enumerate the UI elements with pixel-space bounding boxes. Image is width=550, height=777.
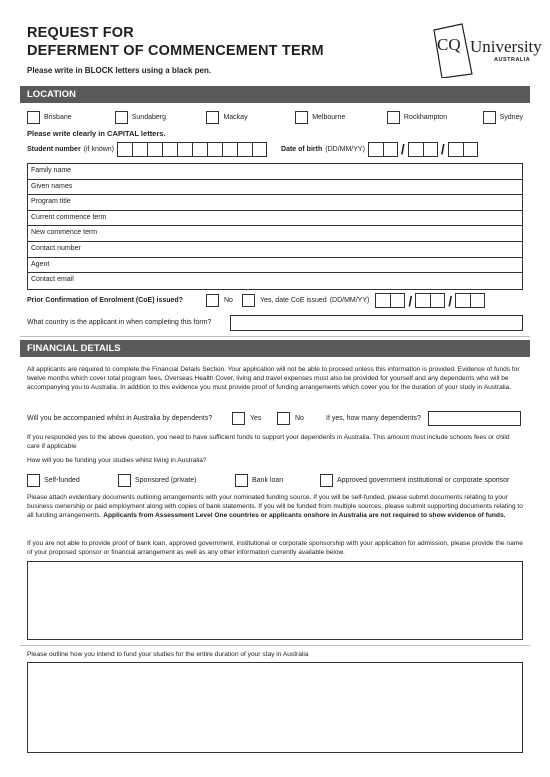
- campus-row: [27, 109, 523, 125]
- campus-rockhampton-checkbox[interactable]: [387, 111, 400, 124]
- coe-date-hint: (DD/MM/YY): [329, 297, 370, 304]
- dob-label: Date of birth: [281, 145, 323, 153]
- current-commence-term-field[interactable]: Current commence term: [28, 211, 522, 227]
- campus-mackay-label: Mackay: [223, 113, 248, 121]
- funding-options-row: [27, 472, 523, 488]
- contact-email-field[interactable]: Contact email: [31, 276, 74, 284]
- coe-no-label: No: [224, 297, 233, 304]
- campus-sundaberg-checkbox[interactable]: [115, 111, 128, 124]
- personal-details-fields: [27, 163, 523, 290]
- section-divider: [20, 336, 530, 337]
- campus-sydney-checkbox[interactable]: [483, 111, 496, 124]
- sponsor-note: If you are not able to provide proof of bank loan, approved government, institutional or corporate sponsorship with your application for admission, please provide the name of your proposed sponsor or financial arrangement as well as any other information currently available below.: [27, 540, 523, 556]
- funding-question: How will you be funding your studies whilst living in Australia?: [27, 457, 207, 464]
- campus-mackay-checkbox[interactable]: [206, 111, 219, 124]
- dependents-note: If you responded yes to the above question, you need to have sufficient funds to support your dependents in Australia. This amount must include schools fees or child care if applicable: [27, 434, 510, 450]
- slash-separator: /: [408, 292, 413, 309]
- slash-separator: /: [440, 141, 445, 157]
- dob-month-input[interactable]: [408, 142, 438, 157]
- country-input[interactable]: [230, 315, 523, 331]
- coe-yes-label: Yes, date CoE issued: [260, 297, 327, 304]
- outline-question: Please outline how you intend to fund your studies for the entire duration of your stay in Australia: [27, 651, 309, 658]
- family-name-field[interactable]: Family name: [28, 164, 522, 180]
- coe-year-input[interactable]: [455, 293, 485, 308]
- evidence-note: [27, 493, 523, 520]
- id-row: [27, 140, 523, 158]
- dob-hint: (DD/MM/YY): [325, 145, 365, 153]
- dependents-yes-checkbox[interactable]: [232, 412, 245, 425]
- evidence-text: Please attach evidentiary documents outlining arrangements with your nominated funding source. If you will be self-funded, please submit documents relating to your business ownership or paid employment along with copies of bank statements. If you will be funded from multiple sources, please submit supporting documents relating to all funding arrangements.: [27, 494, 523, 519]
- slash-separator: /: [400, 141, 405, 157]
- campus-brisbane-checkbox[interactable]: [27, 111, 40, 124]
- dependents-question: Will you be accompanied whilst in Australia by dependents?: [27, 414, 213, 422]
- coe-yes-checkbox[interactable]: [242, 294, 255, 307]
- slash-separator: /: [448, 292, 453, 309]
- dependents-count-input[interactable]: [428, 411, 521, 426]
- title-line-2: DEFERMENT OF COMMENCEMENT TERM: [27, 43, 324, 59]
- section-divider: [20, 645, 530, 646]
- coe-label: Prior Confirmation of Enrolment (CoE) issued?: [27, 297, 183, 304]
- self-funded-label: Self-funded: [44, 476, 80, 484]
- how-many-label: If yes, how many dependents?: [326, 414, 421, 422]
- campus-sydney-label: Sydney: [499, 113, 523, 121]
- logo-sub: AUSTRALIA: [494, 57, 531, 63]
- sponsor-details-textarea[interactable]: [27, 561, 523, 640]
- bank-loan-label: Bank loan: [252, 476, 284, 484]
- sponsored-private-checkbox[interactable]: [118, 474, 131, 487]
- new-commence-term-field[interactable]: New commence term: [28, 226, 522, 242]
- location-heading: LOCATION: [20, 86, 530, 103]
- campus-sundaberg-label: Sundaberg: [131, 113, 166, 121]
- campus-rockhampton-label: Rockhampton: [403, 113, 448, 121]
- campus-brisbane-label: Brisbane: [44, 113, 72, 121]
- government-sponsor-label: Approved government institutional or corporate sponsor: [337, 476, 510, 484]
- campus-melbourne-checkbox[interactable]: [295, 111, 308, 124]
- agent-field[interactable]: Agent: [28, 258, 522, 274]
- student-number-hint: (if known): [83, 145, 115, 153]
- dependents-no-label: No: [295, 414, 304, 422]
- contact-number-field[interactable]: Contact number: [28, 242, 522, 258]
- student-number-label: Student number: [27, 145, 81, 153]
- coe-month-input[interactable]: [415, 293, 445, 308]
- given-names-field[interactable]: Given names: [28, 180, 522, 196]
- title-line-1: REQUEST FOR: [27, 25, 134, 41]
- country-label: What country is the applicant in when completing this form?: [27, 319, 212, 326]
- logo-cq-text: CQ: [437, 35, 461, 54]
- coe-row: [27, 292, 523, 309]
- form-title: [27, 24, 324, 60]
- evidence-bold-text: Applicants from Assessment Level One countries or applicants onshore in Australia are not required to show evidence of funds.: [103, 512, 506, 519]
- dependents-yes-label: Yes: [250, 414, 262, 422]
- financial-intro: All applicants are required to complete the Financial Details Section. Your application will not be able to proceed unless this information is provided. Evidence of funds for twelve months which cover total program fees, Overseas Health Cover, living and travel expenses must also be provided for yourself and any dependents who will be accompanying you to Australia. In addition to this evidence you must provide proof of funding arrangements which cover you for the duration of your study in Australia.: [27, 366, 520, 391]
- bank-loan-checkbox[interactable]: [235, 474, 248, 487]
- dependents-no-checkbox[interactable]: [277, 412, 290, 425]
- logo-word: University: [470, 37, 542, 56]
- student-number-input[interactable]: [117, 142, 267, 157]
- coe-day-input[interactable]: [375, 293, 405, 308]
- self-funded-checkbox[interactable]: [27, 474, 40, 487]
- campus-melbourne-label: Melbourne: [312, 113, 346, 121]
- country-row: [27, 314, 523, 331]
- funding-outline-textarea[interactable]: [27, 662, 523, 753]
- sponsored-private-label: Sponsored (private): [135, 476, 197, 484]
- capital-note: Please write clearly in CAPITAL letters.: [27, 128, 166, 138]
- dob-year-input[interactable]: [448, 142, 478, 157]
- dependents-row: [27, 410, 523, 426]
- financial-heading: FINANCIAL DETAILS: [20, 340, 530, 357]
- dob-day-input[interactable]: [368, 142, 398, 157]
- program-title-field[interactable]: Program title: [28, 195, 522, 211]
- pen-instruction: Please write in BLOCK letters using a black pen.: [27, 66, 212, 75]
- coe-no-checkbox[interactable]: [206, 294, 219, 307]
- government-sponsor-checkbox[interactable]: [320, 474, 333, 487]
